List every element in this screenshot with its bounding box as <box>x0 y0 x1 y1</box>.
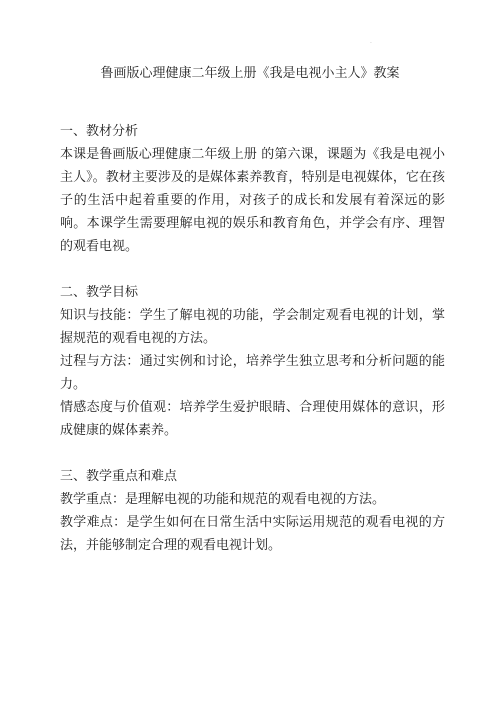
section-teaching-material-analysis <box>60 120 445 258</box>
corner-mark: · <box>370 40 372 47</box>
section-heading: 三、教学重点和难点 <box>60 469 178 484</box>
section-spacer <box>60 442 445 465</box>
section-teaching-objectives <box>60 281 445 442</box>
section-heading: 二、教学目标 <box>60 285 139 300</box>
section-heading: 一、教材分析 <box>60 124 139 139</box>
section-paragraph: 知识与技能：学生了解电视的功能，学会制定观看电视的计划，掌握规范的观看电视的方法。 <box>60 308 445 346</box>
document-body <box>60 120 445 557</box>
section-spacer <box>60 258 445 281</box>
section-paragraph: 教学重点：是理解电视的功能和规范的观看电视的方法。 <box>60 492 386 507</box>
section-paragraph: 过程与方法：通过实例和讨论，培养学生独立思考和分析问题的能力。 <box>60 354 445 392</box>
section-key-points-and-difficulties <box>60 465 445 557</box>
section-paragraph: 教学难点：是学生如何在日常生活中实际运用规范的观看电视的方法，并能够制定合理的观看电视计划。 <box>60 515 445 553</box>
document-title: 鲁画版心理健康二年级上册《我是电视小主人》教案 <box>100 66 400 81</box>
section-paragraph: 情感态度与价值观：培养学生爱护眼睛、合理使用媒体的意识，形成健康的媒体素养。 <box>60 400 445 438</box>
section-paragraph: 本课是鲁画版心理健康二年级上册 的第六课，课题为《我是电视小主人》。教材主要涉及的是媒体素养教育，特别是电视媒体，它在孩子的生活中起着重要的作用，对孩子的成长和发展有着深远的影响。本课学生需要理解电视的娱乐和教育角色，并学会有序、理智的观看电视。 <box>60 147 445 254</box>
